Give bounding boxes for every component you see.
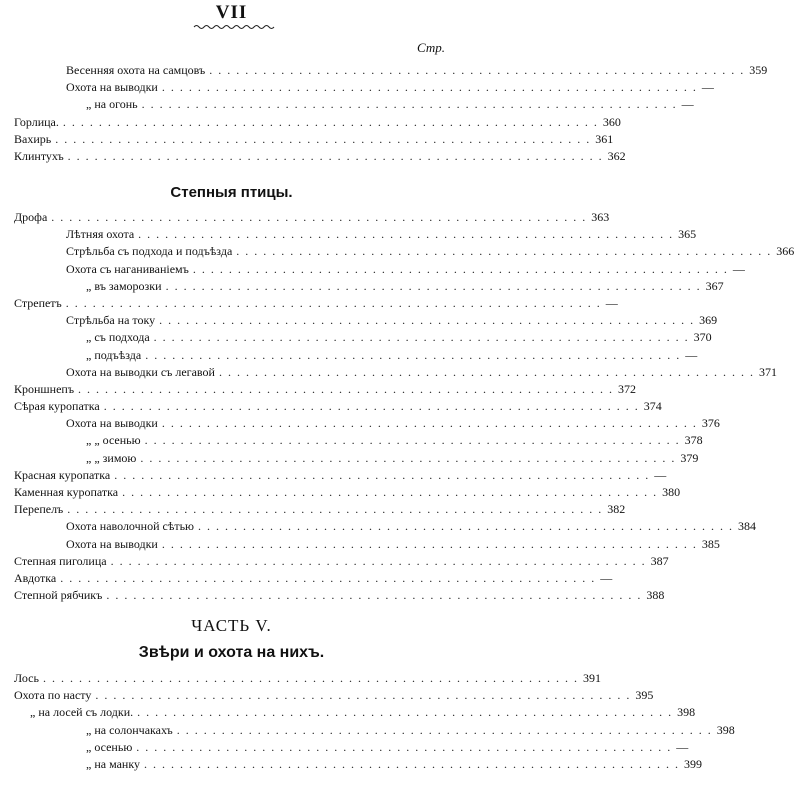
dot-leader: ............................................................ [145,347,686,362]
toc-entry-page: — [732,261,745,276]
toc-group-beasts [0,670,735,773]
toc-entry-title: Охота наволочной сѣтью [66,519,195,534]
toc-entry [0,114,621,131]
toc-entry-title: Стрѣльба съ подхода и подъѣзда [66,244,233,259]
toc-entry-title: Лось [14,671,39,685]
toc-entry-title: „ на огонь [86,97,138,112]
toc-entry [0,587,665,604]
section-title-beasts: Звѣри и охота на нихъ. [138,644,325,661]
toc-entry [0,756,702,773]
toc-entry [0,148,626,165]
toc-entry-title: Стрепетъ [14,295,62,310]
toc-entry [0,243,795,260]
toc-entry [0,131,614,148]
toc-entry [0,364,777,381]
dot-leader: ............................................................ [137,705,678,720]
toc-entry-page: 380 [662,485,681,499]
toc-entry [0,739,689,756]
toc-entry [0,484,681,501]
dot-leader: ............................................................ [106,588,647,603]
toc-entry-page: — [605,295,618,310]
toc-entry-title: Каменная куропатка [14,485,119,499]
toc-entry-title: Весенняя охота на самцовъ [66,63,206,77]
dot-leader: ............................................................ [161,416,702,431]
dot-leader: ............................................................ [67,148,608,163]
toc-entry-title: „ на солончакахъ [86,722,173,737]
toc-entry [0,670,601,687]
toc-entry-page: 387 [650,553,669,568]
toc-entry-page: 359 [749,63,768,77]
dot-leader: ............................................................ [110,553,651,568]
toc-entry-title: Степная пиголица [14,553,107,568]
toc-entry-title: Кроншнепъ [14,381,75,396]
toc-entry-page: 379 [680,450,699,465]
toc-entry-page: 367 [705,278,724,293]
dot-leader: ............................................................ [209,63,750,77]
toc-entry [0,398,662,415]
toc-entry [0,312,718,329]
toc-entry-title: Горлица. [14,114,59,129]
toc-entry-page: 376 [701,416,720,431]
toc-entry-title: Охота съ наганиваніемъ [66,261,189,276]
toc-entry [0,432,703,449]
toc-group-birds-continued [0,62,768,165]
toc-entry-page: — [600,570,613,585]
toc-entry-title: Охота на выводки съ легавой [66,364,215,379]
toc-entry [0,553,669,570]
dot-leader: ............................................................ [161,536,702,551]
toc-entry-page: — [685,347,698,362]
dot-leader: ............................................................ [153,330,694,345]
toc-entry-title: Охота по насту [14,688,92,703]
toc-entry-title: Авдотка [14,570,57,585]
toc-entry-page: 398 [677,705,696,720]
toc-entry-page: 391 [582,671,601,685]
toc-entry [0,570,613,587]
toc-entry-title: „ осенью [86,739,133,754]
dot-leader: ............................................................ [165,278,706,293]
dot-leader: ............................................................ [95,688,636,703]
dot-leader: ............................................................ [159,313,700,328]
toc-entry-title: „ съ подхода [86,330,150,345]
decorative-wave-divider [194,24,274,30]
dot-leader: ............................................................ [136,739,677,754]
toc-entry-title: Стрѣльба на току [66,313,156,328]
toc-entry-page: — [681,97,694,112]
toc-entry-title: „ въ заморозки [86,278,162,293]
dot-leader: ............................................................ [114,467,655,482]
toc-entry-title: Сѣрая куропатка [14,399,100,414]
dot-leader: ............................................................ [122,485,663,499]
dot-leader: ............................................................ [42,671,583,685]
dot-leader: ............................................................ [176,722,717,737]
toc-entry-title: Охота на выводки [66,80,158,95]
toc-entry [0,536,720,553]
dot-leader: ............................................................ [218,364,759,379]
toc-group-steppe-birds [0,209,795,604]
dot-leader: ............................................................ [78,381,619,396]
page-column-label: Стр. [417,40,445,55]
dot-leader: ............................................................ [51,210,592,224]
dot-leader: ............................................................ [144,433,685,448]
dot-leader: ............................................................ [60,570,601,585]
toc-entry [0,381,637,398]
toc-entry [0,278,724,295]
toc-entry [0,415,720,432]
toc-entry [0,329,712,346]
dot-leader: ............................................................ [198,519,739,534]
dot-leader: ............................................................ [161,80,702,95]
toc-entry-title: „ на лосей съ лодки. [30,705,134,720]
toc-entry [0,704,696,721]
toc-entry [0,687,654,704]
toc-entry-title: „ подъѣзда [86,347,142,362]
toc-entry-page: 370 [693,330,712,345]
toc-entry-page: 385 [701,536,720,551]
toc-entry [0,295,618,312]
toc-entry-page: — [676,739,689,754]
toc-entry-page: 366 [776,244,795,259]
dot-leader: ............................................................ [55,131,596,146]
toc-entry-page: 384 [738,519,757,534]
toc-entry-page: 369 [699,313,718,328]
toc-entry-page: 371 [758,364,777,379]
toc-entry-title: „ на манку [86,756,140,771]
toc-entry-page: 363 [591,210,610,224]
toc-entry-page: 399 [684,756,702,771]
toc-entry [0,347,698,364]
dot-leader: ............................................................ [144,756,684,771]
toc-entry-title: Лѣтняя охота [66,227,135,242]
toc-entry [0,450,699,467]
dot-leader: ............................................................ [62,114,603,129]
toc-entry-title: Степной рябчикъ [14,588,103,603]
toc-entry-title: Вахирь [14,131,52,146]
toc-entry-page: 362 [607,148,626,163]
page-number: VII [215,2,248,23]
dot-leader: ............................................................ [67,502,608,517]
dot-leader: ............................................................ [65,295,606,310]
dot-leader: ............................................................ [138,227,679,242]
toc-entry [0,467,667,484]
toc-entry-title: Перепелъ [14,502,64,517]
toc-entry [0,518,757,535]
toc-entry-page: 361 [595,131,614,146]
toc-entry-page: 372 [618,381,637,396]
toc-entry-title: Охота на выводки [66,536,158,551]
toc-entry-title: „ „ зимою [86,450,137,465]
toc-entry-page: 382 [607,502,626,517]
toc-entry-page: 360 [602,114,621,129]
toc-entry-title: Красная куропатка [14,467,111,482]
toc-entry-title: „ „ осенью [86,433,141,448]
toc-entry [0,501,626,518]
toc-entry-page: 374 [643,399,662,414]
toc-entry-page: 398 [716,722,735,737]
dot-leader: ............................................................ [141,97,682,112]
toc-entry [0,209,610,226]
dot-leader: ............................................................ [236,244,777,259]
section-title-steppe-birds: Степныя птицы. [170,184,293,201]
toc-entry-page: — [654,467,667,482]
toc-entry-page: 395 [635,688,654,703]
toc-entry-title: Охота на выводки [66,416,158,431]
toc-entry-page: 378 [684,433,703,448]
toc-entry [0,96,694,113]
part-title: ЧАСТЬ V. [191,616,272,635]
toc-entry [0,722,735,739]
toc-entry [0,79,714,96]
toc-entry [0,62,768,79]
toc-entry-title: Дрофа [14,210,48,224]
toc-entry-page: 388 [646,588,665,603]
toc-entry-title: Клинтухъ [14,148,64,163]
dot-leader: ............................................................ [140,450,681,465]
dot-leader: ............................................................ [103,399,644,414]
toc-entry [0,226,697,243]
toc-entry [0,261,745,278]
dot-leader: ............................................................ [192,261,733,276]
toc-entry-page: — [701,80,714,95]
toc-entry-page: 365 [678,227,697,242]
